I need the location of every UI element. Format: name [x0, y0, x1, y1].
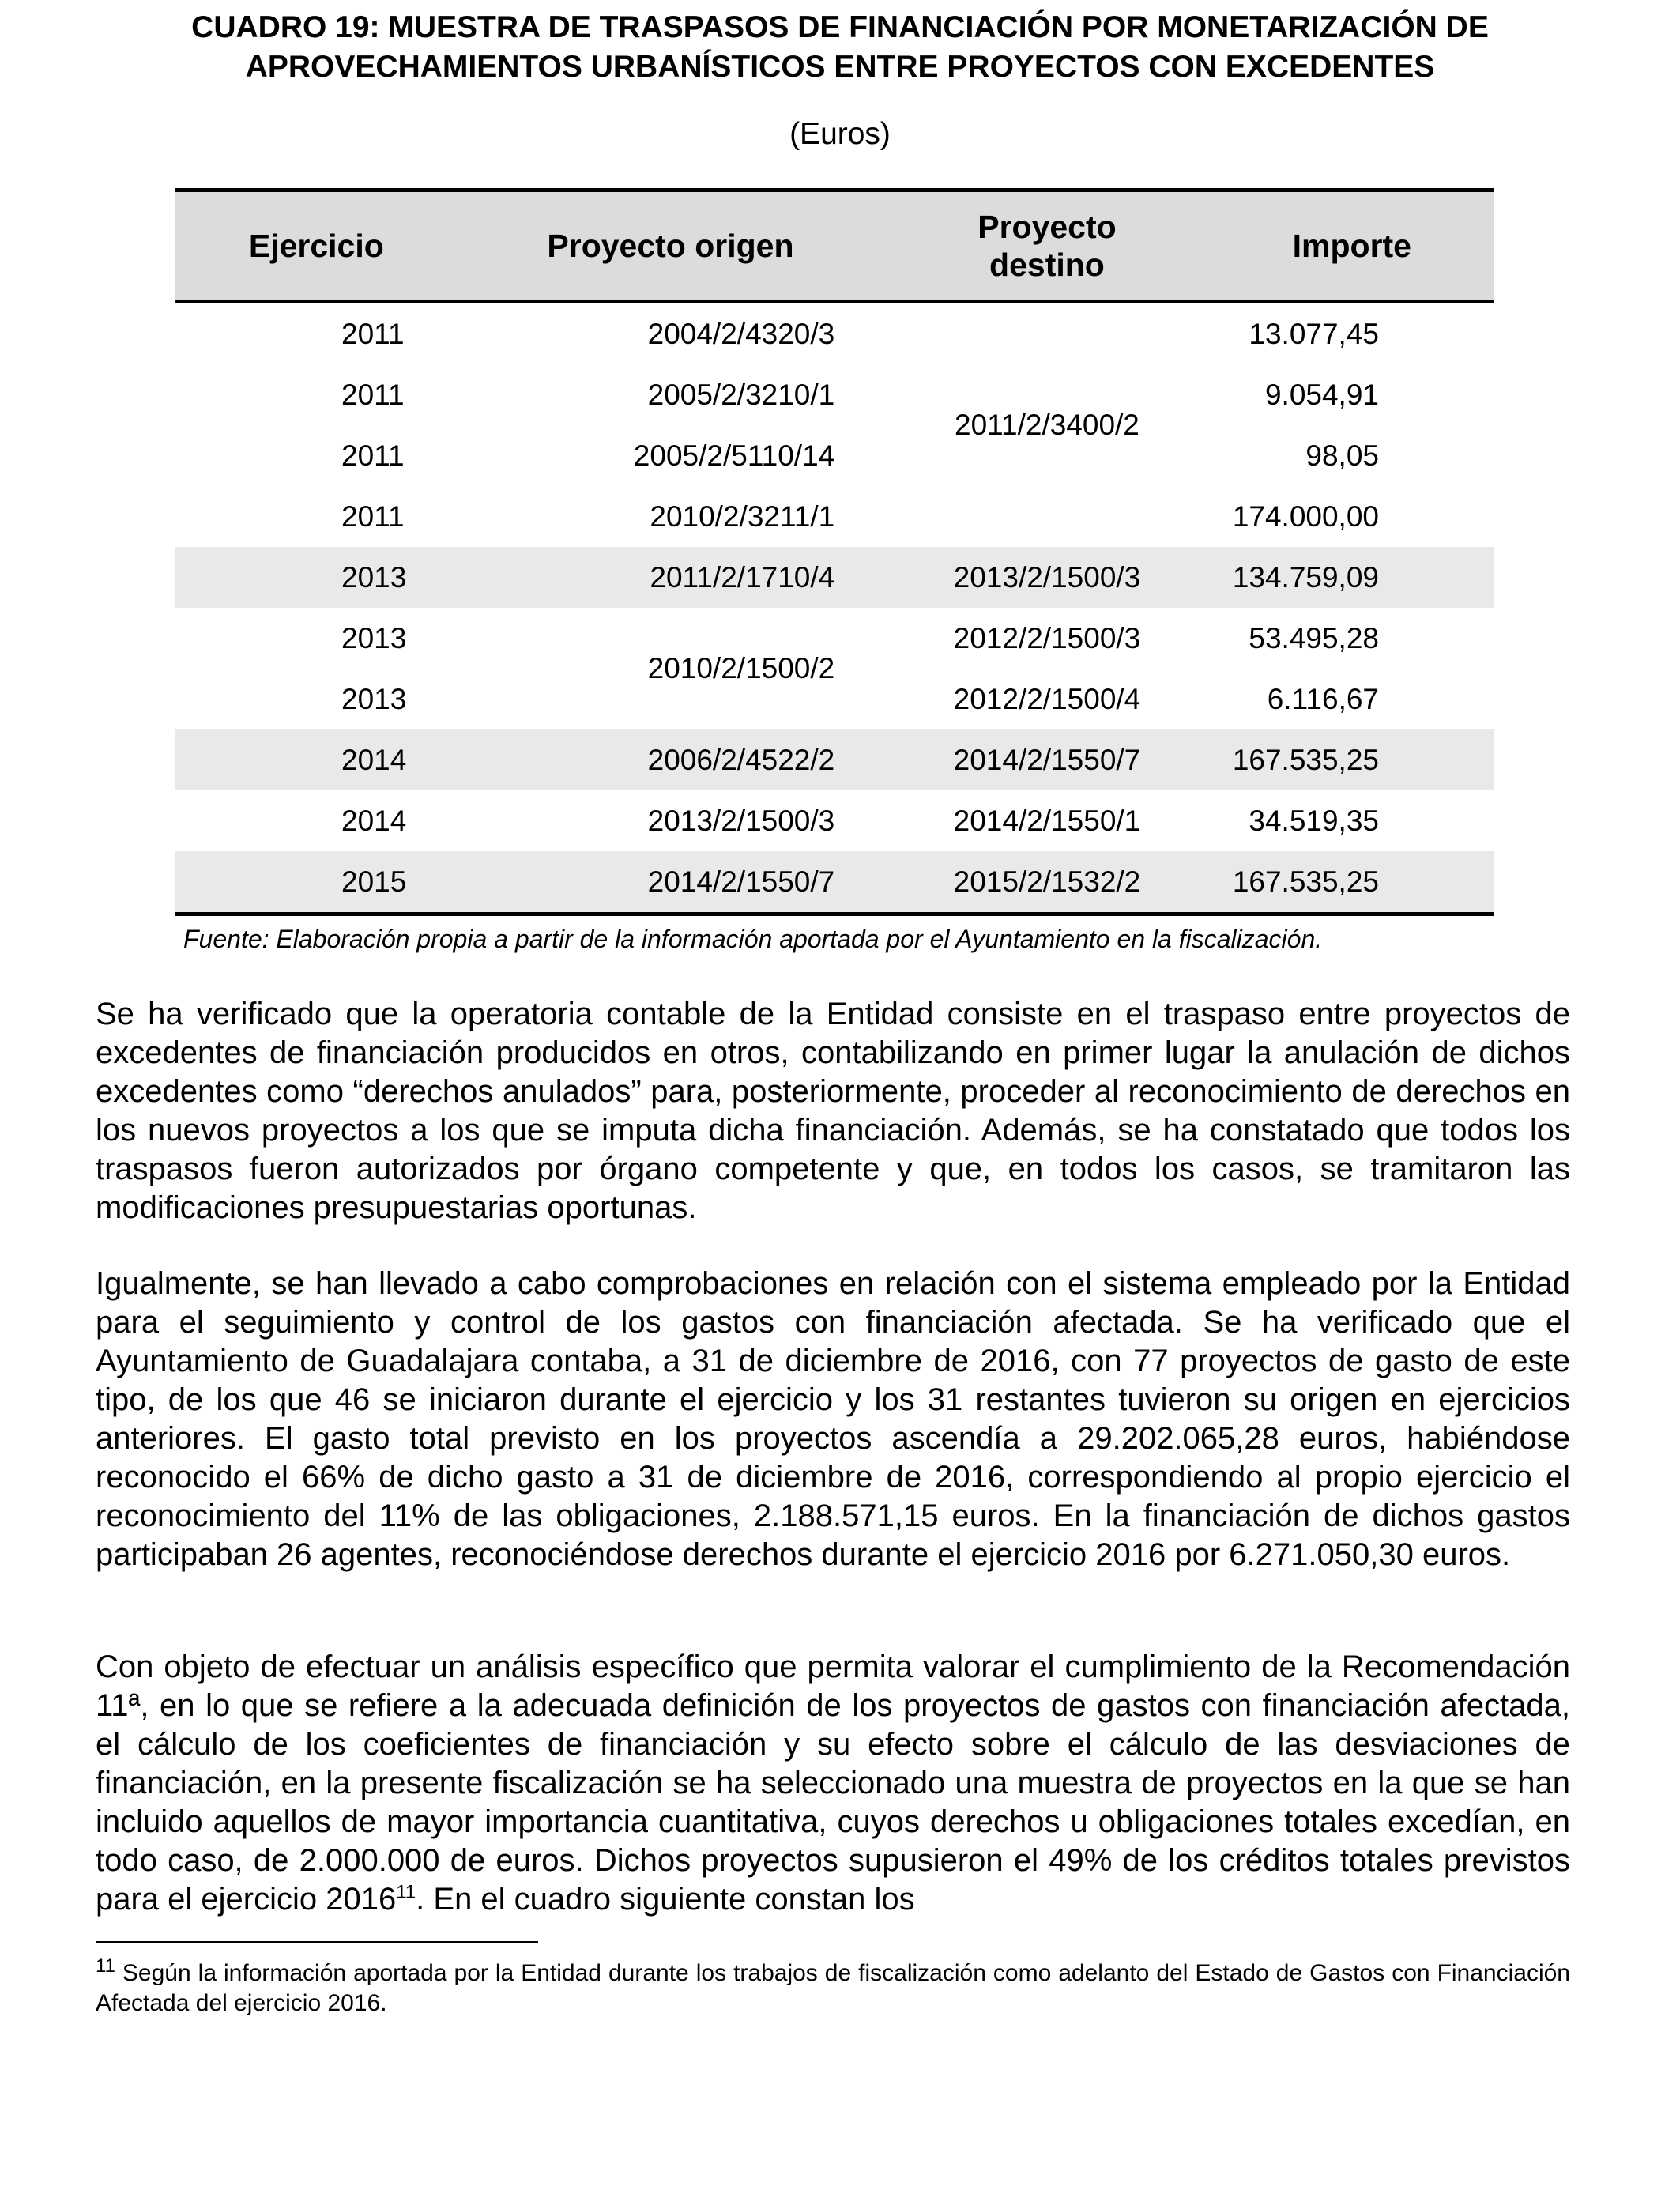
body-paragraph-3 — [96, 1648, 1570, 1919]
cell-ejercicio: 2013 — [341, 682, 407, 715]
table-row — [175, 790, 1494, 851]
cell-destino: 2013/2/1500/3 — [883, 547, 1210, 608]
cell-importe: 13.077,45 — [1249, 317, 1379, 350]
table-header-row — [175, 190, 1494, 302]
table-row — [175, 608, 1494, 669]
cell-importe: 167.535,25 — [1211, 851, 1494, 914]
cell-origen: 2014/2/1550/7 — [458, 851, 884, 914]
cell-origen: 2004/2/4320/3 — [647, 317, 835, 350]
header-ejercicio: Ejercicio — [175, 190, 458, 302]
transfers-table — [175, 188, 1494, 916]
units-label: (Euros) — [789, 117, 891, 151]
table-row — [175, 302, 1494, 365]
table-title-line-2: APROVECHAMIENTOS URBANÍSTICOS ENTRE PROYECTOS CON EXCEDENTES — [245, 50, 1435, 84]
paragraph-3-text: Con objeto de efectuar un análisis específico que permita valorar el cumplimiento de la Recomendación 11ª, en lo que se refiere a la adecuada definición de los proyectos de gastos con financiación afectada, el cálculo de los coeficientes de financiación y su efecto sobre el cálculo de las desviaciones de financiación, en la presente fiscalización se ha seleccionado una muestra de proyectos en la que se han incluido aquellos de mayor importancia cuantitativa, cuyos derechos u obligaciones totales excedían, en todo caso, de 2.000.000 de euros. Dichos proyectos supusieron el 49% de los créditos totales previstos para el ejercicio 2016 — [96, 1649, 1570, 1917]
cell-destino: 2012/2/1500/4 — [953, 682, 1141, 715]
table-row — [175, 851, 1494, 914]
paragraph-3-text-end: . En el cuadro siguiente constan los — [416, 1882, 915, 1917]
cell-ejercicio: 2015 — [175, 851, 458, 914]
cell-destino: 2014/2/1550/1 — [953, 804, 1141, 837]
cell-origen: 2005/2/3210/1 — [647, 378, 835, 411]
table-title-line-1: CUADRO 19: MUESTRA DE TRASPASOS DE FINANCIACIÓN POR MONETARIZACIÓN DE — [191, 10, 1489, 44]
cell-origen: 2010/2/3211/1 — [650, 499, 835, 533]
table-row — [175, 486, 1494, 547]
cell-importe: 34.519,35 — [1249, 804, 1379, 837]
cell-ejercicio: 2011 — [341, 499, 405, 533]
body-paragraph-2: Igualmente, se han llevado a cabo comprobaciones en relación con el sistema empleado por la Entidad para el seguimiento y control de los gastos con financiación afectada. Se ha verificado que el Ayuntamiento de Guadalajara contaba, a 31 de diciembre de 2016, con 77 proyectos de gasto de este tipo, de los que 46 se iniciaron durante el ejercicio y los 31 restantes tuvieron su origen en ejercicios anteriores. El gasto total previsto en los proyectos ascendía a 29.202.065,28 euros, habiéndose reconocido el 66% de dicho gasto a 31 de diciembre de 2016, correspondiendo al propio ejercicio el reconocimiento del 11% de las obligaciones, 2.188.571,15 euros. En la financiación de dichos gastos participaban 26 agentes, reconociéndose derechos durante el ejercicio 2016 por 6.271.050,30 euros. — [96, 1266, 1570, 1572]
cell-ejercicio: 2011 — [341, 378, 405, 411]
cell-importe: 98,05 — [1305, 439, 1379, 472]
cell-destino: 2011/2/3400/2 — [955, 409, 1139, 441]
cell-ejercicio: 2013 — [341, 621, 407, 654]
table-row — [175, 425, 1494, 486]
cell-importe: 134.759,09 — [1211, 547, 1494, 608]
cell-importe: 174.000,00 — [1232, 499, 1379, 533]
table-row — [175, 364, 1494, 425]
cell-importe: 9.054,91 — [1264, 378, 1379, 411]
cell-importe: 167.535,25 — [1211, 729, 1494, 790]
footnote-reference[interactable]: 11 — [396, 1881, 416, 1903]
cell-ejercicio: 2013 — [175, 547, 458, 608]
cell-destino: 2014/2/1550/7 — [883, 729, 1210, 790]
table-row — [175, 547, 1494, 608]
header-importe: Importe — [1211, 190, 1494, 302]
cell-origen: 2013/2/1500/3 — [647, 804, 835, 837]
cell-importe: 6.116,67 — [1267, 682, 1379, 715]
cell-origen: 2005/2/5110/14 — [633, 439, 835, 472]
cell-origen: 2006/2/4522/2 — [458, 729, 884, 790]
cell-origen: 2010/2/1500/2 — [647, 652, 835, 684]
footnote — [96, 1955, 1570, 2019]
body-paragraph-1: Se ha verificado que la operatoria contable de la Entidad consiste en el traspaso entre proyectos de excedentes de financiación producidos en otros, contabilizando en primer lugar la anulación de dichos excedentes como “derechos anulados” para, posteriormente, proceder al reconocimiento de derechos en los nuevos proyectos a los que se imputa dicha financiación. Además, se ha constatado que todos los traspasos fueron autorizados por órgano competente y que, en todos los casos, se tramitaron las modificaciones presupuestarias oportunas. — [96, 997, 1570, 1225]
cell-origen: 2011/2/1710/4 — [458, 547, 884, 608]
footnote-separator — [96, 1941, 538, 1943]
table-title — [79, 8, 1601, 87]
header-proyecto-destino: Proyecto destino — [883, 190, 1210, 302]
cell-importe: 53.495,28 — [1249, 621, 1379, 654]
table-row — [175, 729, 1494, 790]
footnote-number: 11 — [96, 1955, 115, 1977]
header-proyecto-origen: Proyecto origen — [458, 190, 884, 302]
cell-ejercicio: 2011 — [341, 439, 405, 472]
footnote-text: Según la información aportada por la Entidad durante los trabajos de fiscalización como adelanto del Estado de Gastos con Financiación Afectada del ejercicio 2016. — [96, 1960, 1570, 2016]
cell-destino: 2012/2/1500/3 — [953, 621, 1141, 654]
cell-ejercicio: 2014 — [341, 804, 407, 837]
cell-ejercicio: 2014 — [175, 729, 458, 790]
cell-ejercicio: 2011 — [341, 317, 405, 350]
cell-destino: 2015/2/1532/2 — [883, 851, 1210, 914]
table-source-note: Fuente: Elaboración propia a partir de la información aportada por el Ayuntamiento en la fiscalización. — [183, 925, 1323, 953]
